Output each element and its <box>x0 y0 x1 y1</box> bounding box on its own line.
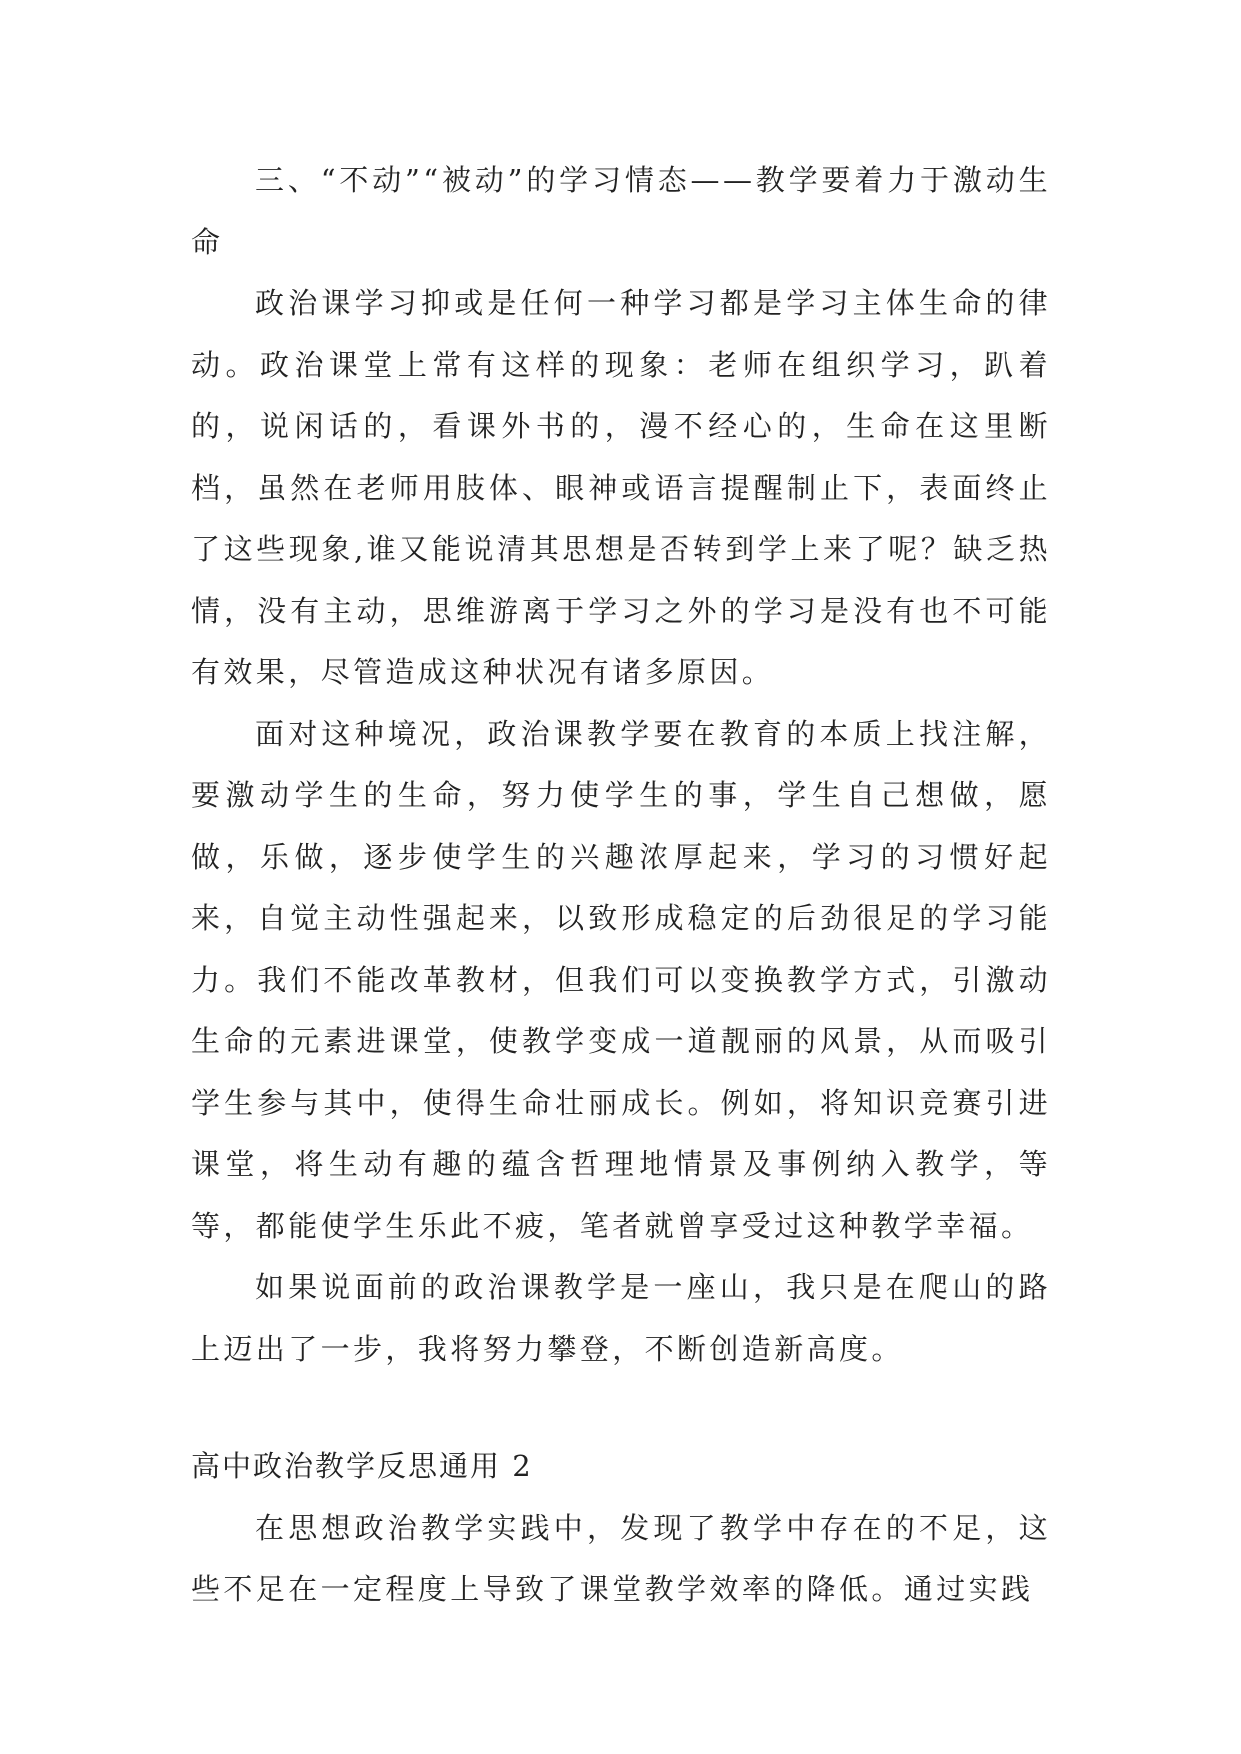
body-paragraph: 在思想政治教学实践中，发现了教学中存在的不足，这些不足在一定程度上导致了课堂教学效率的降低。通过实践 <box>191 1510 1051 1606</box>
section-heading: 三、“不动”“被动”的学习情态——教学要着力于激动生命 <box>191 163 1051 259</box>
next-section-title: 高中政治教学反思通用 2 <box>191 1449 533 1483</box>
document-page <box>191 150 1051 1621</box>
body-paragraph: 如果说面前的政治课教学是一座山，我只是在爬山的路上迈出了一步，我将努力攀登，不断创造新高度。 <box>191 1270 1051 1366</box>
body-paragraph: 政治课学习抑或是任何一种学习都是学习主体生命的律动。政治课堂上常有这样的现象：老师在组织学习，趴着的，说闲话的，看课外书的，漫不经心的，生命在这里断档，虽然在老师用肢体、眼神或语言提醒制止下，表面终止了这些现象,谁又能说清其思想是否转到学上来了呢？缺乏热情，没有主动，思维游离于学习之外的学习是没有也不可能有效果，尽管造成这种状况有诸多原因。 <box>191 286 1051 689</box>
section-spacer <box>191 1380 1051 1436</box>
body-paragraph: 面对这种境况，政治课教学要在教育的本质上找注解，要激动学生的生命，努力使学生的事，学生自己想做，愿做，乐做，逐步使学生的兴趣浓厚起来，学习的习惯好起来，自觉主动性强起来，以致形成稳定的后劲很足的学习能力。我们不能改革教材，但我们可以变换教学方式，引激动生命的元素进课堂，使教学变成一道靓丽的风景，从而吸引学生参与其中，使得生命壮丽成长。例如，将知识竞赛引进课堂，将生动有趣的蕴含哲理地情景及事例纳入教学，等等，都能使学生乐此不疲，笔者就曾享受过这种教学幸福。 <box>191 716 1051 1243</box>
